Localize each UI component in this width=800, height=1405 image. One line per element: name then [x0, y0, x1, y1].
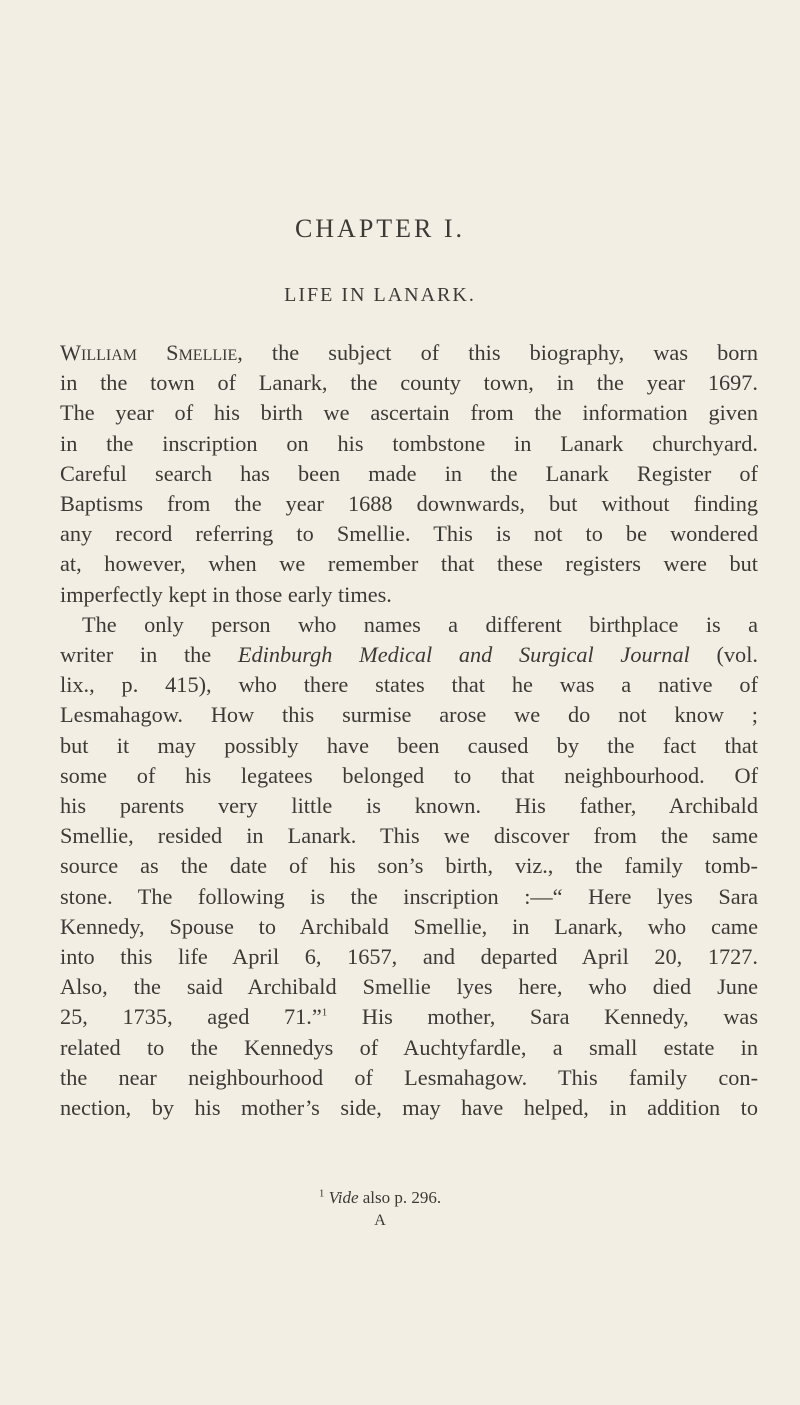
- footnote-italic: Vide: [328, 1188, 359, 1207]
- text-line: lix., p. 415), who there states that he was a native of: [60, 672, 758, 698]
- text-line: the near neighbourhood of Lesmahagow. This family con-: [60, 1064, 758, 1090]
- text-fragment: , the subject of this biography, was born: [237, 340, 758, 365]
- footnote-text: also p. 296.: [358, 1188, 442, 1207]
- book-page: [60, 0, 758, 1405]
- text-line: [60, 640, 758, 670]
- text-line: The year of his birth we ascertain from the information given: [60, 400, 758, 426]
- text-line: but it may possibly have been caused by the fact that: [60, 732, 758, 758]
- text-line: in the inscription on his tombstone in Lanark churchyard.: [60, 430, 758, 456]
- chapter-title: LIFE IN LANARK.: [284, 284, 476, 306]
- text-line: [60, 1002, 758, 1032]
- text-line: his parents very little is known. His father, Archibald: [60, 793, 758, 819]
- text-line: in the town of Lanark, the county town, in the year 1697.: [60, 370, 758, 396]
- text-line: any record referring to Smellie. This is not to be wondered: [60, 521, 758, 547]
- text-line: Baptisms from the year 1688 downwards, but without finding: [60, 491, 758, 517]
- text-line: imperfectly kept in those early times.: [60, 581, 392, 607]
- text-line: Careful search has been made in the Lanark Register of: [60, 460, 758, 486]
- text-line: [60, 338, 758, 368]
- text-line: Smellie, resided in Lanark. This we discover from the same: [60, 823, 758, 849]
- text-line: at, however, when we remember that these registers were but: [60, 551, 758, 577]
- text-fragment: writer in the: [60, 642, 238, 668]
- chapter-body: [60, 338, 758, 1123]
- text-line: Kennedy, Spouse to Archibald Smellie, in Lanark, who came: [60, 913, 758, 939]
- text-line: The only person who names a different birthplace is a: [82, 611, 758, 637]
- text-line: source as the date of his son’s birth, viz., the family tomb-: [60, 853, 758, 879]
- text-line: into this life April 6, 1657, and departed April 20, 1727.: [60, 944, 758, 970]
- signature-mark: A: [374, 1212, 386, 1229]
- text-line: stone. The following is the inscription :—“ Here lyes Sara: [60, 883, 758, 909]
- text-fragment: His mother, Sara Kennedy, was: [327, 1004, 759, 1030]
- chapter-heading: CHAPTER I.: [294, 214, 466, 243]
- text-fragment: 25, 1735, aged 71.”: [60, 1004, 322, 1030]
- text-line: Lesmahagow. How this surmise arose we do not know ;: [60, 702, 758, 728]
- text-fragment: (vol.: [689, 642, 758, 668]
- footnote-marker: 1: [318, 1187, 325, 1200]
- text-line: related to the Kennedys of Auchtyfardle, a small estate in: [60, 1034, 758, 1060]
- journal-title: Edinburgh Medical and Surgical Journal: [237, 642, 690, 668]
- lead-name: William Smellie: [60, 340, 238, 365]
- text-line: some of his legatees belonged to that neighbourhood. Of: [60, 762, 758, 788]
- footnote: [60, 1188, 700, 1208]
- text-line: nection, by his mother’s side, may have helped, in addition to: [60, 1095, 758, 1121]
- footnote-ref: 1: [321, 1007, 328, 1020]
- text-line: Also, the said Archibald Smellie lyes here, who died June: [60, 974, 758, 1000]
